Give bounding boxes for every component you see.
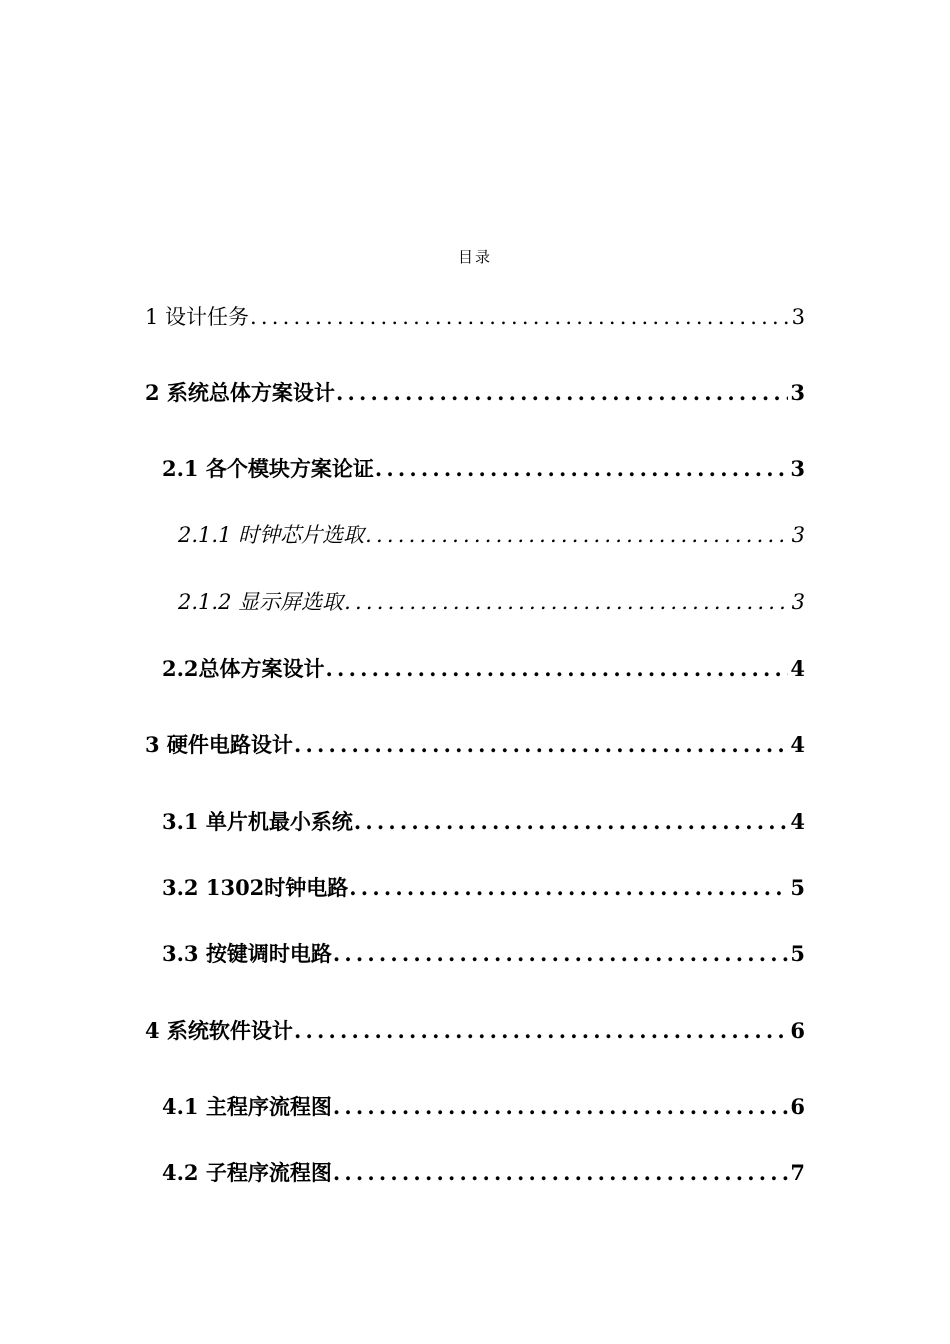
dot-leader	[333, 1160, 789, 1185]
dot-leader	[354, 809, 789, 834]
toc-entry-label: 2 系统总体方案设计	[145, 380, 335, 405]
toc-entry[interactable]	[162, 938, 805, 968]
toc-entry-label: 2.2总体方案设计	[162, 656, 325, 681]
toc-entry-page: 3	[790, 456, 805, 481]
toc-entry-page: 6	[790, 1018, 805, 1043]
toc-entry[interactable]	[145, 1015, 805, 1045]
toc-entry-page: 7	[790, 1160, 805, 1185]
toc-entry-label: 3.2 1302时钟电路	[162, 875, 349, 900]
toc-entry-label: 4.1 主程序流程图	[162, 1094, 332, 1119]
toc-entry[interactable]	[162, 806, 805, 836]
toc-entry[interactable]	[145, 301, 805, 331]
toc-entry-label: 2.1.1 时钟芯片选取	[178, 523, 365, 547]
toc-entry[interactable]	[162, 453, 805, 483]
dot-leader	[336, 380, 788, 405]
dot-leader	[294, 1018, 788, 1043]
dot-leader	[250, 305, 790, 329]
dot-leader	[365, 523, 790, 547]
toc-entry[interactable]	[162, 1091, 805, 1121]
toc-entry-label: 3.3 按键调时电路	[162, 941, 332, 966]
toc-entry-page: 3	[791, 523, 805, 547]
toc-entry[interactable]	[178, 519, 805, 549]
toc-entry-page: 5	[790, 941, 805, 966]
toc-entry[interactable]	[178, 586, 805, 616]
toc-entry[interactable]	[162, 1157, 805, 1187]
dot-leader	[333, 1094, 789, 1119]
dot-leader	[294, 732, 788, 757]
dot-leader	[349, 875, 788, 900]
toc-entry[interactable]	[162, 872, 805, 902]
toc-entry-label: 3 硬件电路设计	[145, 732, 293, 757]
toc-entry-page: 3	[790, 380, 805, 405]
toc-entry-label: 1 设计任务	[145, 305, 250, 329]
toc-entry-page: 6	[790, 1094, 805, 1119]
toc-entry-page: 4	[790, 732, 805, 757]
toc-entry-page: 3	[791, 590, 805, 614]
toc-entry[interactable]	[145, 377, 805, 407]
toc-entry-label: 4 系统软件设计	[145, 1018, 293, 1043]
toc-title: 目录	[457, 248, 492, 266]
toc-entry-label: 3.1 单片机最小系统	[162, 809, 353, 834]
toc-entry[interactable]	[145, 729, 805, 759]
dot-leader	[344, 590, 790, 614]
toc-entry-page: 4	[790, 656, 805, 681]
dot-leader	[375, 456, 789, 481]
toc-entry-page: 4	[790, 809, 805, 834]
toc-entry-page: 3	[791, 305, 805, 329]
toc-entry-label: 2.1.2 显示屏选取	[178, 590, 344, 614]
toc-entry[interactable]	[162, 653, 805, 683]
toc-entry-label: 4.2 子程序流程图	[162, 1160, 332, 1185]
toc-entry-label: 2.1 各个模块方案论证	[162, 456, 374, 481]
dot-leader	[326, 656, 789, 681]
dot-leader	[333, 941, 789, 966]
toc-entry-page: 5	[790, 875, 805, 900]
